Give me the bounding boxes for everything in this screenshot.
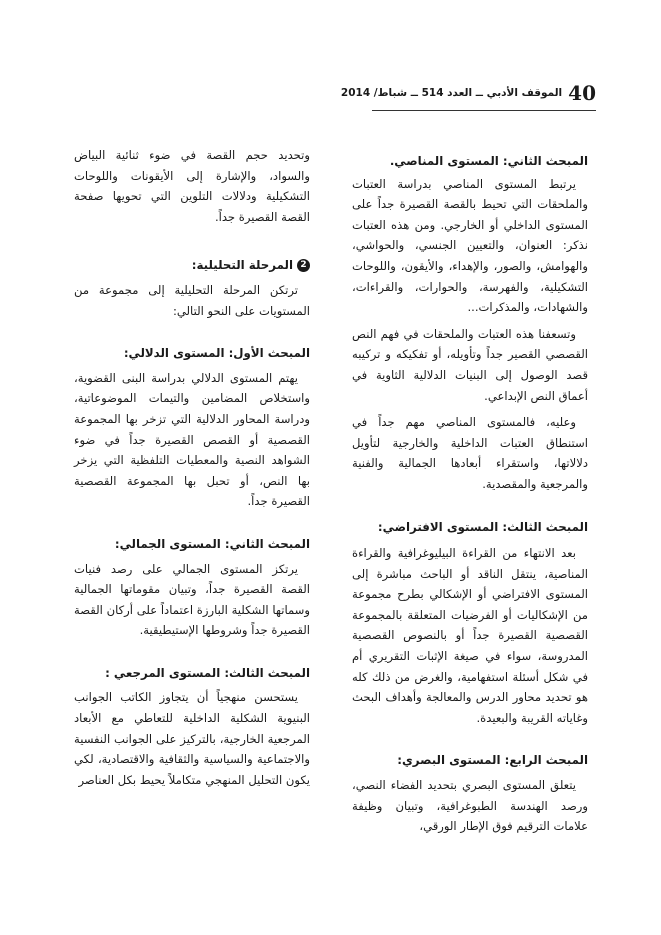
header-rule <box>372 110 596 111</box>
paragraph: وتسعفنا هذه العتبات والملحقات في فهم النص القصصي القصير جداً وتأويله، أو تفكيكه و تركيبه قصد الوصول إلى البنيات الدلالية الثاوية في أعماق النص الإبداعي. <box>352 326 588 403</box>
paragraph: يهتم المستوى الدلالي بدراسة البنى القضوية، واستخلاص المضامين والتيمات الموضوعاتية، ودراسة المحاور الدلالية التي تزخر بها المجموعة القصصية أو القصص القصيرة جداً في ضوء الشواهد النصية والمعطيات التلفظية التي يزخر بها النص، أو تحبل بها المجموعة القصصية القصيرة جداً. <box>74 370 310 509</box>
section-heading-visual: المبحث الرابع: المستوى البصري: <box>397 753 588 768</box>
page-header <box>340 80 596 106</box>
paragraph: ترتكن المرحلة التحليلية إلى مجموعة من المستويات على النحو التالي: <box>74 282 310 318</box>
paragraph: وعليه، فالمستوى المناصي مهم جداً في استنطاق العتبات الداخلية والخارجية لتأويل دلالاتها، واستقراء أبعادها الجمالية والفنية والمرجعية والمقصدية. <box>352 415 588 491</box>
phase-heading-text: المرحلة التحليلية: <box>191 258 293 273</box>
section-heading-aesthetic: المبحث الثاني: المستوى الجمالي: <box>114 536 310 551</box>
left-column <box>74 145 310 790</box>
paragraph: يتعلق المستوى البصري بتحديد الفضاء النصي، ورصد الهندسة الطبوغرافية، وتبيان وظيفة علامات الترقيم فوق الإطار الورقي، <box>352 778 588 834</box>
paragraph: بعد الانتهاء من القراءة البيليوغرافية والقراءة المناصية، ينتقل الناقد أو الباحث مباشرة إلى المستوى الافتراضي أو الإشكالي بطرح مجموعة من الإشكاليات أو الفرضيات المتعلقة بالمجموعة القصصية القصيرة جداً أو بالنصوص القصصية المدروسة، سواء في صيغة الإثبات التقريري أم في شكل أسئلة استفهامية، والغرض من ذلك كله هو تحديد محاور الدرس والمعالجة وأهداف البحث وغاياته القريبة والبعيدة. <box>352 546 588 725</box>
paragraph: يرتبط المستوى المناصي بدراسة العتبات والملحقات التي تحيط بالقصة القصيرة جداً على المستوى الداخلي أو الخارجي. ومن هذه العتبات نذكر: العنوان، والتعيين الجنسي، والحواشي، والهوامش، والصور، والإهداء، والأيقون، واللوحات التشكيلية، والفهرسة، والحوارات، والقراءات، والشهادات، والمذكرات... <box>352 176 588 315</box>
section-heading-hypothetical: المبحث الثالث: المستوى الافتراضي: <box>377 519 588 534</box>
circled-number-badge: 2 <box>297 259 310 272</box>
right-column <box>352 145 588 837</box>
section-heading-semantic: المبحث الأول: المستوى الدلالي: <box>123 346 310 361</box>
section-heading-paratext: المبحث الثاني: المستوى المناصي. <box>389 154 588 168</box>
journal-issue-line: الموقف الأدبي ــ العدد 514 ــ شباط/ 2014 <box>340 87 563 99</box>
page-number: 40 <box>568 81 596 105</box>
paragraph-continued: وتحديد حجم القصة في ضوء ثنائية البياض والسواد، والإشارة إلى الأيقونات واللوحات التشكيلية ودلالات التلوين التي تحويها صفحة القصة القصيرة جداً. <box>74 148 310 224</box>
section-heading-referential: المبحث الثالث: المستوى المرجعي : <box>105 665 310 680</box>
paragraph: يستحسن منهجياً أن يتجاوز الكاتب الجوانب البنيوية الشكلية الداخلية للتعاطي مع الأبعاد المرجعية الخارجية، بالتركيز على الجوانب النفسية والاجتماعية والسياسية والثقافية والاقتصادية، لكي يكون التحليل المنهجي متكاملاً يحيط بكل العناصر <box>74 690 310 787</box>
paragraph: يرتكز المستوى الجمالي على رصد فنيات القصة القصيرة جداً، وتبيان مقوماتها الجمالية وسماتها الشكلية البارزة اعتماداً على أركان القصة القصيرة جداً وشروطها الإستيطيقية. <box>74 561 310 638</box>
phase-heading <box>74 255 310 276</box>
